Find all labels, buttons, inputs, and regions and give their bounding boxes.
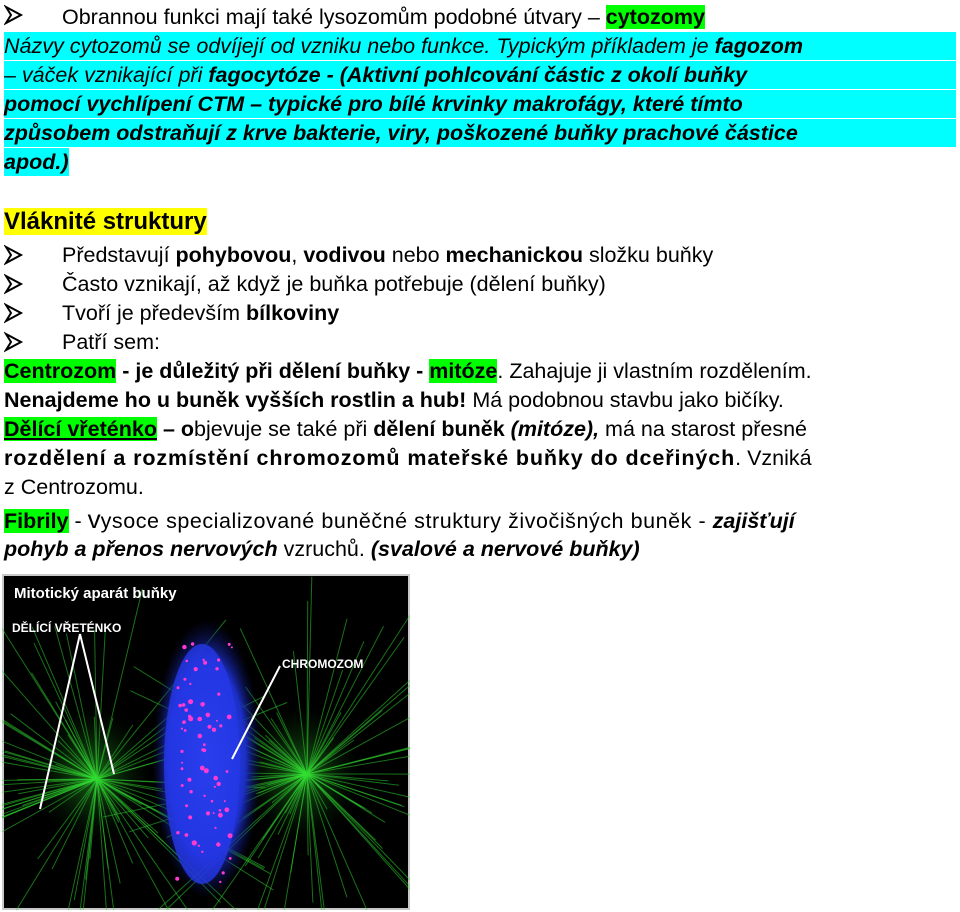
kinetochore-dot xyxy=(226,770,229,773)
kinetochore-dot xyxy=(188,699,193,704)
kinetochore-dot xyxy=(181,784,184,787)
arrow-bullet-icon xyxy=(4,273,26,295)
kinetochore-dot xyxy=(198,734,203,739)
kinetochore-dot xyxy=(188,716,193,721)
kinetochore-dot xyxy=(203,661,207,665)
kinetochore-dot xyxy=(228,643,231,646)
section-bullet-3: Tvoří je především bílkoviny xyxy=(62,301,340,325)
kinetochore-dot xyxy=(218,813,223,818)
kinetochore-dot xyxy=(219,809,222,812)
kinetochore-dot xyxy=(217,658,220,661)
kinetochore-dot xyxy=(219,881,221,883)
kinetochore-dot xyxy=(192,840,197,845)
kinetochore-dot xyxy=(182,703,186,707)
centrozom-line-1: Centrozom - je důležitý při dělení buňky - mitóze. Zahajuje ji vlastním rozdělením. xyxy=(4,359,812,383)
kinetochore-dot xyxy=(191,642,194,645)
kinetochore-dot xyxy=(181,728,183,730)
kinetochore-dot xyxy=(227,715,232,720)
mitotic-apparatus-figure xyxy=(2,574,410,910)
kinetochore-dot xyxy=(203,795,205,797)
arrow-bullet-icon xyxy=(4,302,26,324)
mitotic-apparatus-image xyxy=(2,574,410,910)
kinetochore-dot xyxy=(215,667,218,670)
kinetochore-dot xyxy=(229,857,232,860)
kinetochore-dot xyxy=(178,704,182,708)
kinetochore-dot xyxy=(203,743,206,746)
kinetochore-dot xyxy=(200,766,205,771)
kinetochore-dot xyxy=(216,842,220,846)
kinetochore-dot xyxy=(217,693,220,696)
kinetochore-dot xyxy=(216,720,218,722)
kinetochore-dot xyxy=(200,702,205,707)
kinetochore-dot xyxy=(176,831,179,834)
cyan-line-2: – váček vznikající při fagocytóze - (Aktivní pohlcování částic z okolí buňky xyxy=(4,61,956,89)
kinetochore-dot xyxy=(181,762,183,764)
vretenko-line-2: rozdělení a rozmístění chromozomů mateřské buňky do dceřiných. Vzniká xyxy=(4,446,812,470)
kinetochore-dot xyxy=(185,660,188,663)
kinetochore-dot xyxy=(188,778,192,782)
section-bullet-1: Představují pohybovou, vodivou nebo mechanickou složku buňky xyxy=(62,243,714,267)
kinetochore-dot xyxy=(219,724,222,727)
kinetochore-dot xyxy=(182,645,186,649)
cytozomy-highlight: cytozomy xyxy=(605,5,705,29)
kinetochore-dot xyxy=(204,768,209,773)
centrozom-line-2: Nenajdeme ho u buněk vyšších rostlin a hub! Má podobnou stavbu jako bičíky. xyxy=(4,388,784,412)
kinetochore-dot xyxy=(183,678,186,681)
kinetochore-dot xyxy=(211,800,214,803)
kinetochore-dot xyxy=(222,871,225,874)
section-title-text: Vláknité struktury xyxy=(4,208,207,235)
kinetochore-dot xyxy=(177,686,180,689)
fibrily-line-2: pohyb a přenos nervových vzruchů. (svalové a nervové buňky) xyxy=(4,537,640,561)
cyan-line-1: Názvy cytozomů se odvíjejí od vzniku nebo funkce. Typickým příkladem je fagozom xyxy=(4,32,956,60)
fibrily-label: Fibrily xyxy=(4,509,69,533)
kinetochore-dot xyxy=(213,812,215,814)
kinetochore-dot xyxy=(224,800,226,802)
kinetochore-dot xyxy=(188,815,192,819)
kinetochore-dot xyxy=(201,748,204,751)
kinetochore-dot xyxy=(182,720,186,724)
kinetochore-dot xyxy=(214,786,216,788)
kinetochore-dot xyxy=(228,833,233,838)
label-spindle: DĚLÍCÍ VŘETÉNKO xyxy=(12,621,122,635)
kinetochore-dot xyxy=(202,659,204,661)
cyan-line-4: způsobem odstraňují z krve bakterie, viry, poškozené buňky prachové částice xyxy=(4,119,956,147)
kinetochore-dot xyxy=(201,851,203,853)
kinetochore-dot xyxy=(206,713,211,718)
label-chromosome: CHROMOZOM xyxy=(282,657,364,671)
vretenko-line-3: z Centrozomu. xyxy=(4,475,144,499)
intro-bullet xyxy=(62,3,705,31)
kinetochore-dot xyxy=(212,728,216,732)
figure-title: Mitotický aparát buňky xyxy=(14,585,177,602)
section-bullet-4: Patří sem: xyxy=(62,330,160,354)
section-bullet-2: Často vznikají, až když je buňka potřebuje (dělení buňky) xyxy=(62,272,606,296)
kinetochore-dot xyxy=(231,646,233,648)
kinetochore-dot xyxy=(185,804,188,807)
kinetochore-dot xyxy=(206,811,210,815)
kinetochore-dot xyxy=(214,827,216,829)
kinetochore-dot xyxy=(184,708,188,712)
kinetochore-dot xyxy=(184,729,187,732)
kinetochore-dot xyxy=(181,767,184,770)
kinetochore-dot xyxy=(194,667,198,671)
kinetochore-dot xyxy=(180,750,183,753)
kinetochore-dot xyxy=(189,683,191,685)
fibrily-line-1: Fibrily - vysoce specializované buněčné struktury živočišných buněk - zajišťují xyxy=(4,504,795,534)
kinetochore-dot xyxy=(185,833,189,837)
vretenko-label: Dělící vřeténko xyxy=(4,417,157,441)
kinetochore-dot xyxy=(208,725,212,729)
vretenko-line-1: Dělící vřeténko – objevuje se také při dělení buněk (mitóze), má na starost přesné xyxy=(4,417,807,441)
cyan-line-5: apod.) xyxy=(4,150,69,174)
kinetochore-dot xyxy=(189,790,192,793)
arrow-bullet-icon xyxy=(4,4,26,26)
kinetochore-dot xyxy=(175,877,179,881)
mitoze-highlight: mitóze xyxy=(429,359,498,383)
kinetochore-dot xyxy=(217,782,221,786)
kinetochore-dot xyxy=(198,845,200,847)
section-title xyxy=(4,208,207,236)
arrow-bullet-icon xyxy=(4,244,26,266)
arrow-bullet-icon xyxy=(4,331,26,353)
cyan-line-3: pomocí vychlípení CTM – typické pro bílé krvinky makrofágy, které tímto xyxy=(4,90,956,118)
kinetochore-dot xyxy=(224,807,229,812)
kinetochore-dot xyxy=(213,776,218,781)
centrozom-label: Centrozom xyxy=(4,359,117,383)
kinetochore-dot xyxy=(197,717,202,722)
intro-text: Obrannou funkci mají také lysozomům podobné útvary – xyxy=(62,5,606,29)
